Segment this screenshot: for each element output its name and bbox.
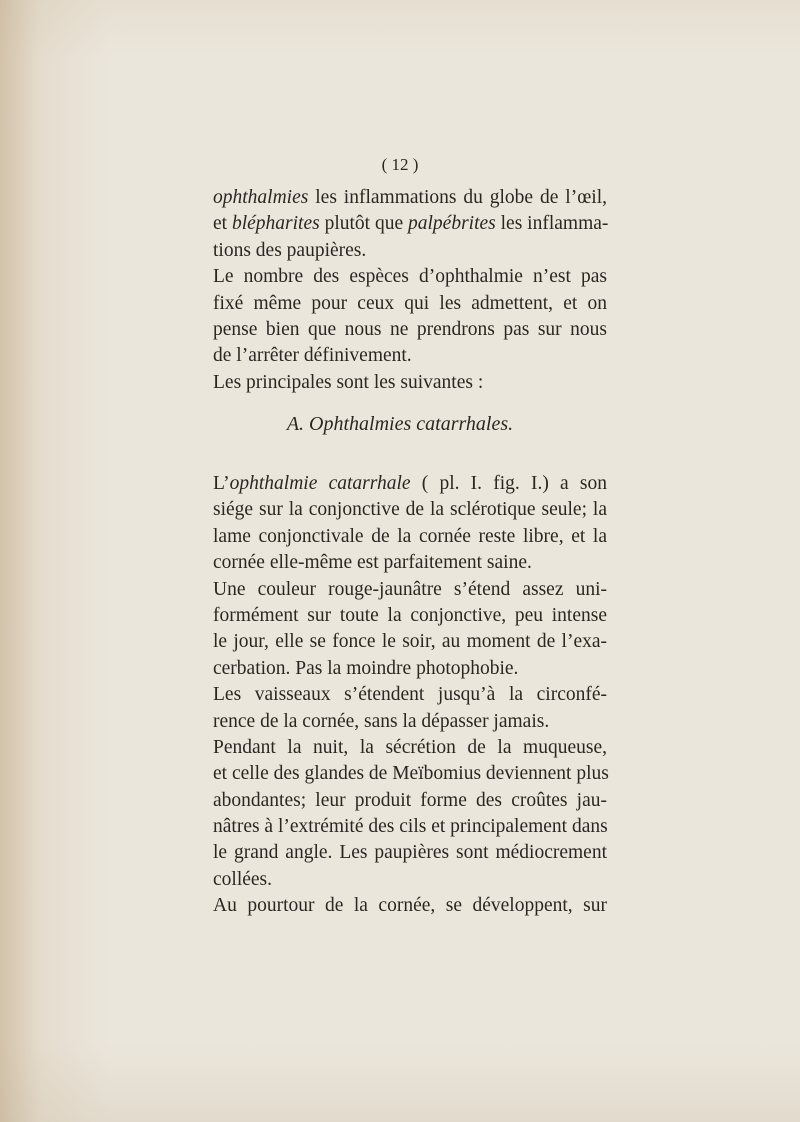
text-span: les inflamma-: [495, 213, 609, 235]
text-line: Les principales sont les suivantes :: [213, 371, 484, 393]
italic-term: ophthalmies: [213, 187, 309, 208]
text-line: de l’arrêter définivement.: [213, 345, 412, 367]
text-line: le grand angle. Les paupières sont médiocrement: [213, 842, 607, 864]
paragraph-body: [213, 471, 607, 920]
text-line: [213, 185, 607, 211]
text-line: siége sur la conjonctive de la sclérotique seule; la: [213, 499, 607, 521]
text-line: rence de la cornée, sans la dépasser jamais.: [213, 710, 550, 732]
text-line: cerbation. Pas la moindre photophobie.: [213, 657, 519, 679]
text-line: abondantes; leur produit forme des croûtes jau-: [213, 789, 607, 811]
text-span: plutôt que: [319, 213, 408, 235]
text-line: nâtres à l’extrémité des cils et principalement dans: [213, 816, 608, 838]
text-line: lame conjonctivale de la cornée reste libre, et la: [213, 525, 607, 547]
text-line: cornée elle-même est parfaitement saine.: [213, 552, 532, 574]
text-line: pense bien que nous ne prendrons pas sur nous: [213, 318, 607, 340]
page-number: ( 12 ): [381, 155, 419, 174]
section-heading: A. Ophthalmies catarrhales.: [286, 413, 514, 435]
text-line: le jour, elle se fonce le soir, au moment de l’exa-: [213, 631, 607, 653]
text-line: fixé même pour ceux qui les admettent, et on: [213, 292, 607, 314]
text-line: collées.: [213, 868, 273, 890]
text-line: formément sur toute la conjonctive, peu intense: [213, 604, 607, 626]
text-line: Le nombre des espèces d’ophthalmie n’est pas: [213, 266, 607, 288]
text-line: Une couleur rouge-jaunâtre s’étend assez uni-: [213, 578, 607, 600]
text-span: ( pl. I. fig. I.) a son: [410, 473, 607, 494]
italic-term: palpébrites: [408, 213, 496, 235]
italic-term: ophthalmie catarrhale: [229, 473, 411, 494]
text-line: et celle des glandes de Meïbomius deviennent plus: [213, 763, 609, 785]
text-span: les inflammations du globe de l’œil,: [308, 187, 607, 208]
text-line: Les vaisseaux s’étendent jusqu’à la circonfé-: [213, 684, 607, 706]
text-line: Pendant la nuit, la sécrétion de la muqueuse,: [213, 736, 607, 758]
text-span: L’: [213, 473, 230, 494]
paragraph-intro: [213, 185, 607, 396]
text-line: Au pourtour de la cornée, se développent, sur: [213, 895, 607, 917]
text-line: tions des paupières.: [213, 239, 367, 261]
italic-term: blépharites: [231, 213, 320, 235]
text-line: [213, 471, 607, 497]
text-span: et: [213, 213, 232, 235]
text-line: [213, 211, 607, 237]
